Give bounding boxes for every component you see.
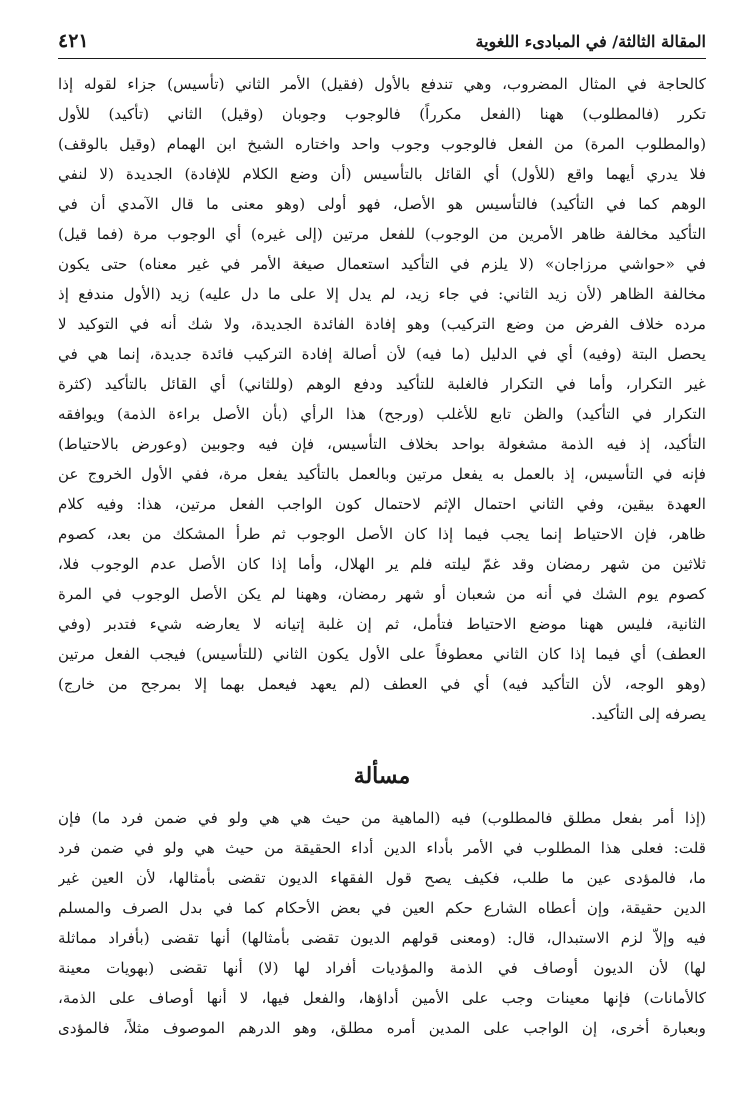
section-heading: مسألة	[353, 763, 411, 789]
text-line: العهدة بيقين، وفي الثاني احتمال الإثم لاحتمال كون الواجب الفعل مرتين، هذا: وفيه كلام	[58, 495, 706, 513]
text-line: وبعبارة أخرى، إن الواجب على المدين أمره مطلق، وهو الدرهم الموصوف مثلاً، فالمؤدى	[58, 1019, 706, 1037]
text-line: كصوم يوم الشك في أنه من شعبان أو شهر رمضان، وههنا لم يكن الأصل الوجوب في المرة	[58, 585, 706, 603]
text-line: في «حواشي مرزاجان» (لا يلزم في التأكيد استعمال صيغة الأمر في غير معناه) حتى يكون	[58, 255, 706, 273]
text-line: (إذا أمر بفعل مطلق فالمطلوب) فيه (الماهية من حيث هي هي ولو في ضمن فرد ما) فإن	[58, 809, 706, 827]
text-line: (وهو الوجه، لأن التأكيد فيه) أي في العطف (لم يعهد فيعمل بهما إلا بمرجح من خارج)	[58, 675, 706, 693]
text-line: التأكيد، إذ فيه الذمة مشغولة بواحد بخلاف التأسيس، فإن فيه وجوبين (وعورض بالاحتياط)	[58, 435, 706, 453]
paragraph-main	[58, 69, 706, 729]
chapter-title: المقالة الثالثة/ في المبادىء اللغوية	[475, 32, 706, 51]
text-line: فلا يدري أيهما واقع (للأول) أي القائل بالتأسيس (أن وضع الكلام للإفادة) الجديدة (لا لنفي	[58, 165, 706, 183]
text-line: يصرفه إلى التأكيد.	[590, 705, 706, 723]
paragraph-section	[58, 803, 706, 1043]
text-line: الثانية، فليس ههنا موضع الاحتياط فتأمل، ثم إن غلبة إتيانه لا يعارضه شيء فتدبر (وفي	[58, 615, 706, 633]
text-line: ظاهر، فإن الاحتياط إنما يجب فيما إذا كان الأصل الوجوب ثم طرأ المشكك من بعد، كصوم	[58, 525, 706, 543]
text-line: العطف) أي فيما إذا كان الثاني معطوفاً على الأول يكون الثاني (للتأسيس) فيجب الفعل مرتين	[58, 645, 706, 663]
text-line: قلت: فعلى هذا المطلوب في الأمر بأداء الدين أداء الحقيقة من حيث هي ولو في ضمن فرد	[58, 839, 706, 857]
text-line: الدين حقيقة، وإن أعطاه الشارع حكم العين في بعض الأحكام كما في بدل الصرف والمسلم	[58, 899, 706, 917]
text-line: التكرار في التأكيد) والظن تابع للأغلب (ورجح) هذا الرأي (بأن الأصل براءة الذمة) ويوافقه	[58, 405, 706, 423]
text-line: يحصل البتة (وفيه) أي في الدليل (ما فيه) لأن أصالة إفادة التركيب فائدة جديدة، إنما هي في	[58, 345, 706, 363]
text-line: كالحاجة في المثال المضروب، وهي تندفع بالأول (فقيل) الأمر الثاني (تأسيس) جزاء لقوله إذا	[58, 75, 706, 93]
text-line: لها) لأن الديون أوصاف في الذمة والمؤديات أفراد لها (لا) أنها تقضى (بهويات معينة	[58, 959, 706, 977]
text-line: كالأمانات) فإنها معينات وجب على الأمين أداؤها، والفعل فيها، لا أنها أوصاف على الذمة،	[58, 989, 706, 1007]
text-line: مرده خلاف الفرض من وضع التركيب) وهو إفادة الفائدة الجديدة، ولا شك أنه في التوكيد لا	[58, 315, 706, 333]
text-line: مخالفة الظاهر (لأن زيد الثاني: في جاء زيد، لم يدل إلا على ما دل عليه) زيد (الأول مندفع إذ	[58, 285, 706, 303]
running-header	[58, 30, 706, 59]
text-line: فإنه في التأسيس، إذ بالعمل به يفعل مرتين وبالعمل بالتأكيد يفعل مرة، ففي الأول الخروج عن	[58, 465, 706, 483]
text-line: غير التكرار، وأما في التكرار فالغلبة للتأكيد ودفع الوهم (وللثاني) أي القائل بالتأكيد (كثرة	[58, 375, 706, 393]
text-line: فيه وإلاّ لزم الاستبدال، قال: (ومعنى قولهم الديون تقضى بأمثالها) أنها تقضى (بأفراد مماثلة	[58, 929, 706, 947]
text-line: التأكيد مخالفة ظاهر الأمرين من الوجوب) للفعل مرتين (إلى غيره) أي الوجوب مرة (فما قيل)	[58, 225, 706, 243]
text-line: الوهم كما في التأكيد) فالتأسيس هو الأصل، فهو أولى (وهو معنى ما قال الآمدي أن في	[58, 195, 706, 213]
page-number: ٤٢١	[58, 30, 89, 52]
text-line: (والمطلوب المرة) من الفعل فالوجوب وجوب واحد واختاره الشيخ ابن الهمام (وقيل بالوقف)	[58, 135, 706, 153]
text-line: ما، فالمؤدى عين ما طلب، فكيف يصح قول الفقهاء الديون تقضى بأمثالها، لأن العين غير	[58, 869, 706, 887]
text-line: ثلاثين من شهر رمضان وقد غمّ ليلته فلم ير الهلال، وأما إذا كان الأصل عدم الوجوب فلا،	[58, 555, 706, 573]
text-line: تكرر (فالمطلوب) ههنا (الفعل مكرراً) فالوجوب وجوبان (وقيل) الثاني (تأكيد) للأول	[58, 105, 706, 123]
